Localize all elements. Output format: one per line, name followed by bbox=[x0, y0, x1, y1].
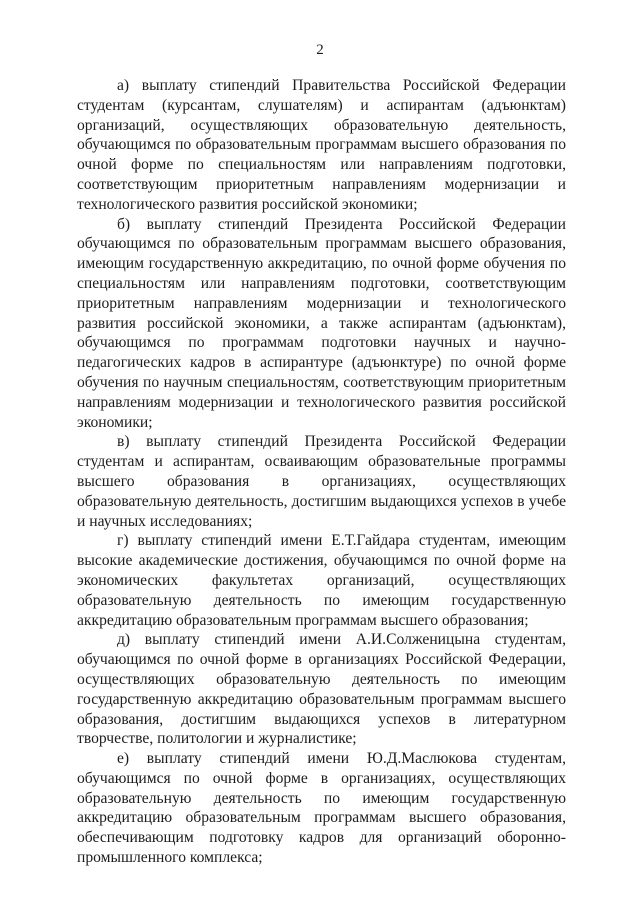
paragraph-v: в) выплату стипендий Президента Российской Федерации студентам и аспирантам, осваивающим образовательные программы высшего образования в организациях, осуществляющих образовательную деятельность, достигшим выдающихся успехов в учебе и научных исследованиях; bbox=[77, 433, 566, 530]
paragraph-b: б) выплату стипендий Президента Российской Федерации обучающимся по образовательным программам высшего образования, имеющим государственную аккредитацию, по очной форме обучения по специальностям или направлениям подготовки, соответствующим приоритетным направлениям модернизации и технологического развития российской экономики, а также аспирантам (адъюнктам), обучающимся по программам подготовки научных и научно-педагогических кадров в аспирантуре (адъюнктуре) по очной форме обучения по научным специальностям, соответствующим приоритетным направлениям модернизации и технологического развития российской экономики; bbox=[77, 215, 566, 431]
page-number: 2 bbox=[316, 42, 324, 58]
document-body bbox=[77, 76, 566, 868]
paragraph-g: г) выплату стипендий имени Е.Т.Гайдара студентам, имеющим высокие академические достижения, обучающимся по очной форме на экономических факультетах организаций, осуществляющих образовательную деятельность по имеющим государственную аккредитацию образовательным программам высшего образования; bbox=[77, 532, 566, 629]
paragraph-d: д) выплату стипендий имени А.И.Солженицына студентам, обучающимся по очной форме в организациях Российской Федерации, осуществляющих образовательную деятельность по имеющим государственную аккредитацию образовательным программам высшего образования, достигшим выдающихся успехов в литературном творчестве, политологии и журналистике; bbox=[77, 631, 566, 748]
paragraph-e: е) выплату стипендий имени Ю.Д.Маслюкова студентам, обучающимся по очной форме в организациях, осуществляющих образовательную деятельность по имеющим государственную аккредитацию образовательным программам высшего образования, обеспечивающим подготовку кадров для организаций оборонно-промышленного комплекса; bbox=[77, 750, 566, 867]
paragraph-a: а) выплату стипендий Правительства Российской Федерации студентам (курсантам, слушателям) и аспирантам (адъюнктам) организаций, осуществляющих образовательную деятельность, обучающимся по образовательным программам высшего образования по очной форме по специальностям или направлениям подготовки, соответствующим приоритетным направлениям модернизации и технологического развития российской экономики; bbox=[77, 77, 566, 213]
